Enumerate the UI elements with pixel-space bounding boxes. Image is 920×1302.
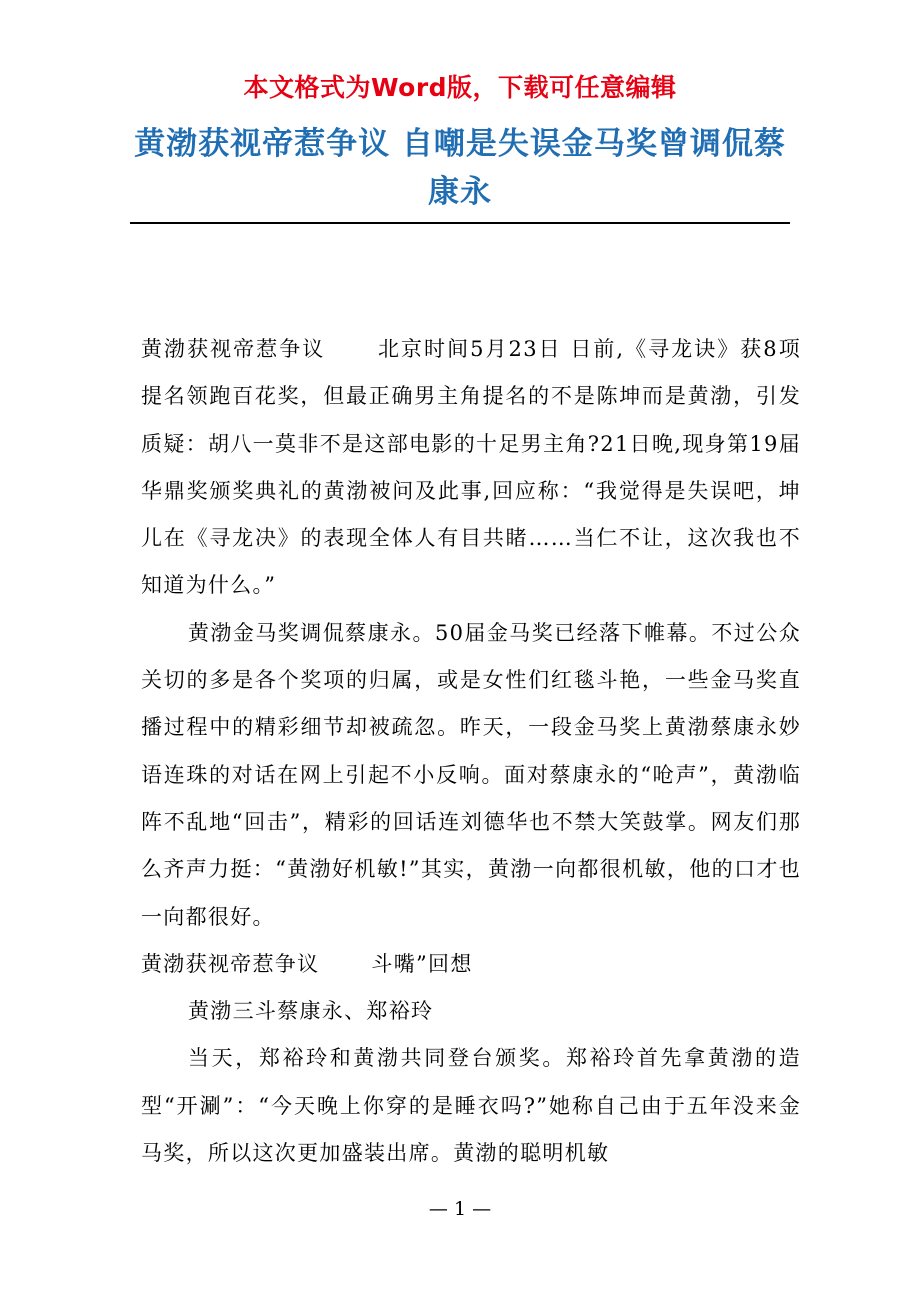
paragraph-4: 黄渤三斗蔡康永、郑裕玲 (188, 999, 434, 1024)
paragraph-5: 当天，郑裕玲和黄渤共同登台颁奖。郑裕玲首先拿黄渤的造型“开涮”：“今天晚上你穿的是睡衣吗?”她称自己由于五年没来金马奖，所以这次更加盛装出席。黄渤的聪明机敏 (141, 1046, 801, 1166)
paragraph-text: 北京时间5月23日 日前,《寻龙诀》获8项提名领跑百花奖，但最正确男主角提名的不是陈坤而是黄渤，引发质疑：胡八一莫非不是这部电影的十足男主角?21日晚,现身第19届华鼎奖颁奖典礼的黄渤被问及此事,回应称：“我觉得是失误吧，坤儿在《寻龙决》的表现全体人有目共睹……当仁不让，这次我也不知道为什么。” (141, 337, 802, 598)
format-notice: 本文格式为Word版，下载可任意编辑 (243, 73, 677, 102)
paragraph-1 (141, 326, 801, 610)
document-title: 黄渤获视帝惹争议 自嘲是失误金马奖曾调侃蔡康永 (134, 126, 786, 210)
title-divider (130, 222, 790, 224)
paragraph-3 (141, 941, 801, 988)
paragraph-text: 斗嘴”回想 (371, 951, 473, 976)
paragraph-lead: 黄渤获视帝惹争议 (141, 337, 326, 361)
paragraph-2: 黄渤金马奖调侃蔡康永。50届金马奖已经落下帷幕。不过公众关切的多是各个奖项的归属，或是女性们红毯斗艳，一些金马奖直播过程中的精彩细节却被疏忽。昨天，一段金马奖上黄渤蔡康永妙语连珠的对话在网上引起不小反响。面对蔡康永的“呛声”，黄渤临阵不乱地“回击”，精彩的回话连刘德华也不禁大笑鼓掌。网友们那么齐声力挺：“黄渤好机敏!”其实，黄渤一向都很机敏，他的口才也一向都很好。 (141, 620, 801, 929)
paragraph-lead: 黄渤获视帝惹争议 (141, 951, 320, 976)
article-body (141, 326, 801, 1177)
page-number: — 1 — (428, 1198, 492, 1220)
